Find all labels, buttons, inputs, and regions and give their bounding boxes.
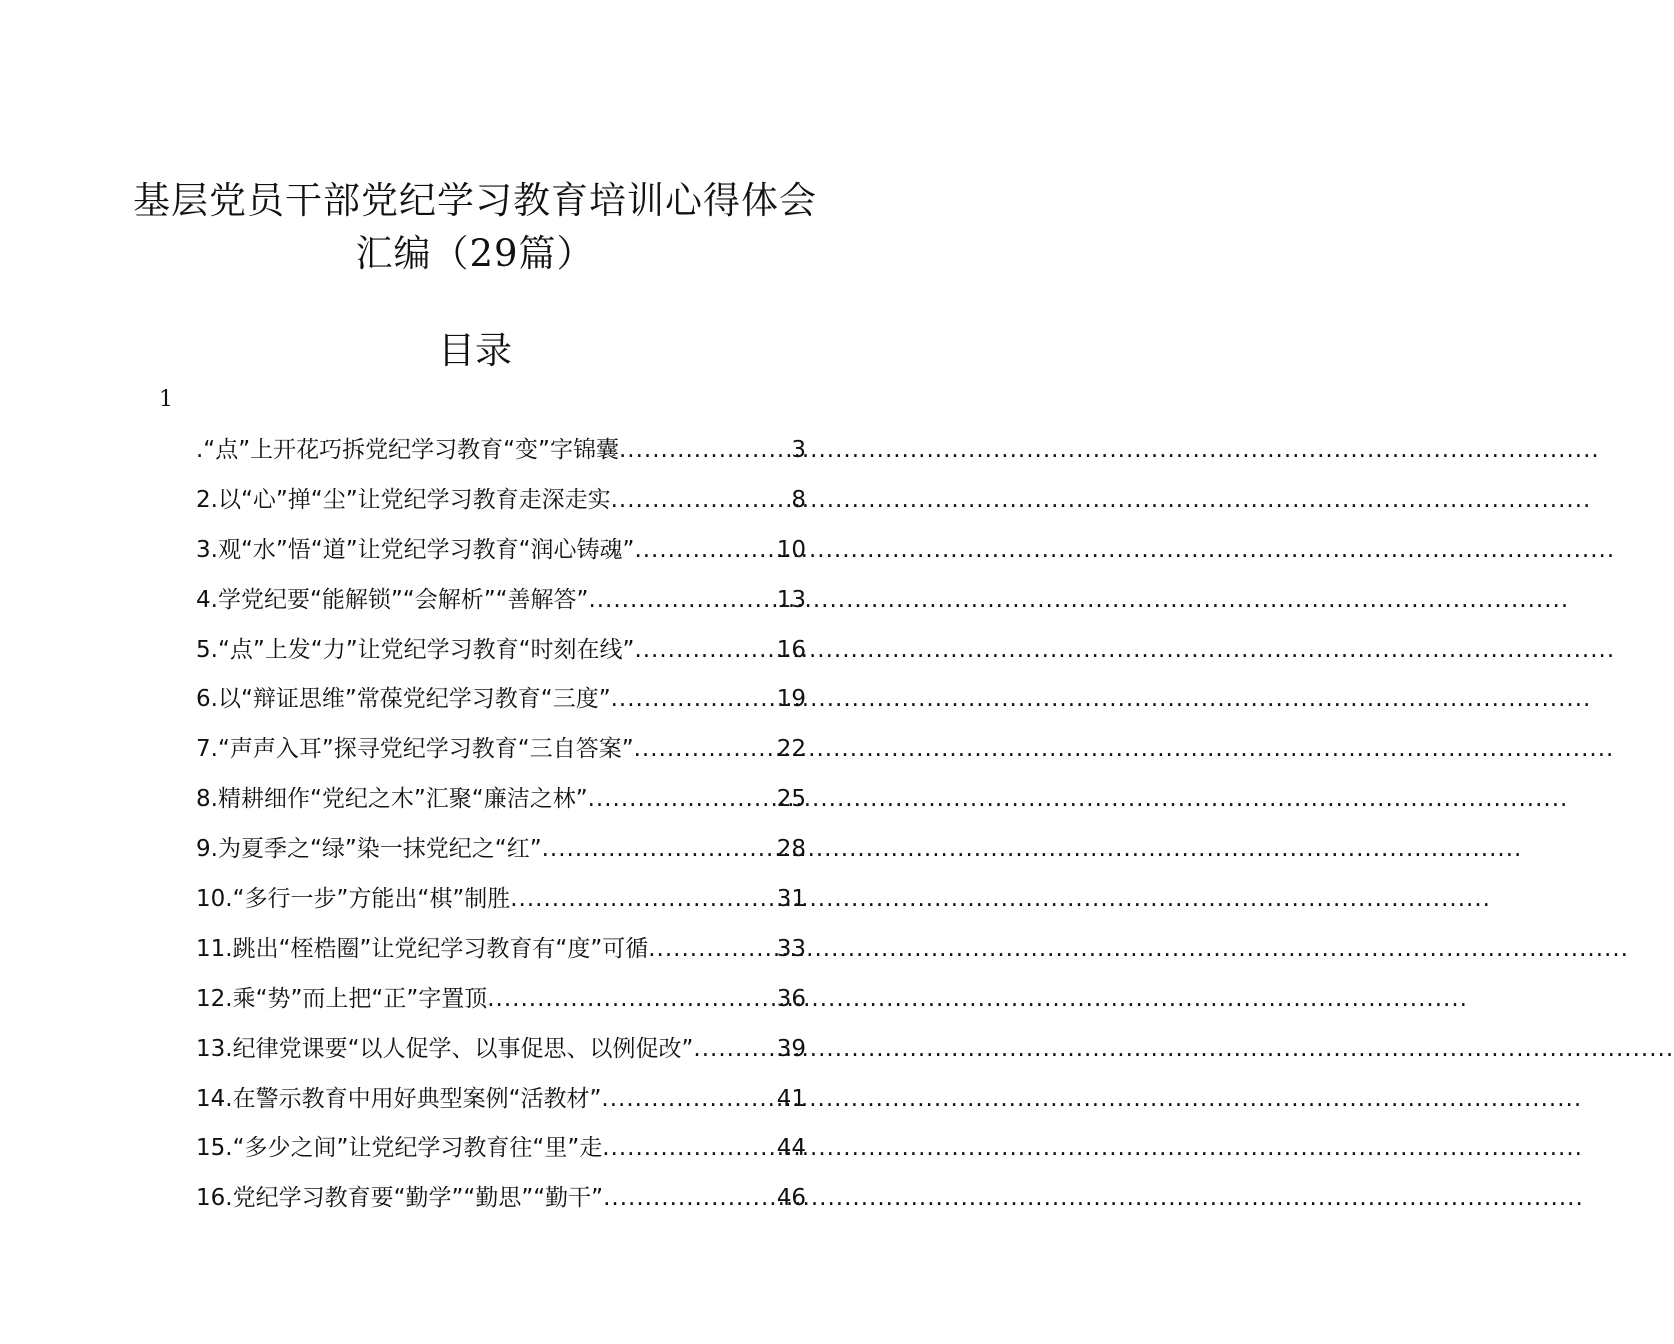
page-marker: 1 xyxy=(159,387,173,412)
toc-entry-title: 6.以“辩证思维”常葆党纪学习教育“三度” xyxy=(196,686,611,713)
toc-entry[interactable] xyxy=(196,829,806,879)
toc-entry[interactable] xyxy=(196,979,806,1029)
toc-entry-page: 39 xyxy=(776,1035,806,1062)
toc-entry[interactable] xyxy=(196,430,806,480)
toc-entry-title: 3.观“水”悟“道”让党纪学习教育“润心铸魂” xyxy=(196,536,635,563)
toc-entry-page: 25 xyxy=(776,786,806,813)
toc-entry[interactable] xyxy=(196,929,806,979)
toc-entry-page: 31 xyxy=(776,886,806,913)
toc-leader-dots xyxy=(542,829,777,869)
toc-entry[interactable] xyxy=(196,679,806,729)
toc-entry-page: 36 xyxy=(776,985,806,1012)
toc-entry-title: 14.在警示教育中用好典型案例“活教材” xyxy=(196,1085,602,1112)
title-suffix: 篇） xyxy=(518,232,595,275)
toc-entry[interactable] xyxy=(196,1178,806,1228)
toc-entry-page: 16 xyxy=(776,636,806,663)
document-title-line-2 xyxy=(0,230,950,278)
title-prefix: 汇编（ xyxy=(355,232,470,275)
toc-leader-dots xyxy=(588,580,776,620)
toc-leader-dots xyxy=(602,1128,776,1168)
toc-entry-page: 33 xyxy=(776,935,806,962)
toc-entry-title: 10.“多行一步”方能出“棋”制胜 xyxy=(196,886,511,913)
toc-entry-title: 9.为夏季之“绿”染一抹党纪之“红” xyxy=(196,836,542,863)
toc-entry-page: 44 xyxy=(776,1135,806,1162)
toc-entry-title: 11.跳出“桎梏圈”让党纪学习教育有“度”可循 xyxy=(196,935,649,962)
toc-leader-dots xyxy=(611,679,777,719)
toc-heading: 目录 xyxy=(438,329,512,372)
toc-entry-page: 22 xyxy=(776,736,806,763)
toc-leader-dots xyxy=(634,729,777,769)
toc-leader-dots xyxy=(634,630,776,670)
toc-entry-page: 19 xyxy=(776,686,806,713)
toc-entry[interactable] xyxy=(196,879,806,929)
toc-leader-dots xyxy=(601,1079,776,1119)
title-count: 29 xyxy=(469,232,519,275)
toc-entry-title: 13.纪律党课要“以人促学、以事促思、以例促改” xyxy=(196,1035,694,1062)
toc-entry-page: 46 xyxy=(776,1185,806,1212)
toc-entry-page: 10 xyxy=(776,536,806,563)
toc-entry-title: 8.精耕细作“党纪之木”汇聚“廉洁之林” xyxy=(196,786,588,813)
toc-entry-title: 4.学党纪要“能解锁”“会解析”“善解答” xyxy=(196,586,589,613)
toc-entry-page: 28 xyxy=(776,836,806,863)
toc-entry[interactable] xyxy=(196,1128,806,1178)
toc-entry-title: 15.“多少之间”让党纪学习教育往“里”走 xyxy=(196,1135,603,1162)
toc-entry-title: 7.“声声入耳”探寻党纪学习教育“三自答案” xyxy=(196,736,634,763)
toc-entry-page: 41 xyxy=(776,1085,806,1112)
toc-entry-title: 2.以“心”掸“尘”让党纪学习教育走深走实 xyxy=(196,486,611,513)
toc-leader-dots xyxy=(510,879,776,919)
toc-entry[interactable] xyxy=(196,729,806,779)
toc-entry-page: 3 xyxy=(791,437,806,463)
toc-entry[interactable] xyxy=(196,480,806,530)
toc-entry[interactable] xyxy=(196,1029,806,1079)
toc-leader-dots xyxy=(648,929,776,969)
toc-entry-title: 5.“点”上发“力”让党纪学习教育“时刻在线” xyxy=(196,636,635,663)
toc-entry-page: 8 xyxy=(791,486,806,513)
toc-leader-dots xyxy=(611,480,792,520)
toc-leader-dots xyxy=(619,430,791,470)
toc-leader-dots xyxy=(603,1178,777,1218)
toc-leader-dots xyxy=(634,530,776,570)
toc-entry[interactable] xyxy=(196,580,806,630)
toc-leader-dots xyxy=(693,1029,776,1069)
toc-entry[interactable] xyxy=(196,779,806,829)
toc-entry-page: 13 xyxy=(776,586,806,613)
toc-entry-title: .“点”上开花巧拆党纪学习教育“变”字锦囊 xyxy=(196,437,619,463)
toc-leader-dots xyxy=(487,979,776,1019)
toc-entry-title: 16.党纪学习教育要“勤学”“勤思”“勤干” xyxy=(196,1185,604,1212)
toc-entry[interactable] xyxy=(196,1079,806,1129)
toc-leader-dots xyxy=(588,779,777,819)
toc-entry[interactable] xyxy=(196,630,806,680)
table-of-contents xyxy=(196,430,806,1228)
toc-entry-title: 12.乘“势”而上把“正”字置顶 xyxy=(196,985,488,1012)
toc-entry[interactable] xyxy=(196,530,806,580)
document-title-line-1: 基层党员干部党纪学习教育培训心得体会 xyxy=(133,179,817,222)
